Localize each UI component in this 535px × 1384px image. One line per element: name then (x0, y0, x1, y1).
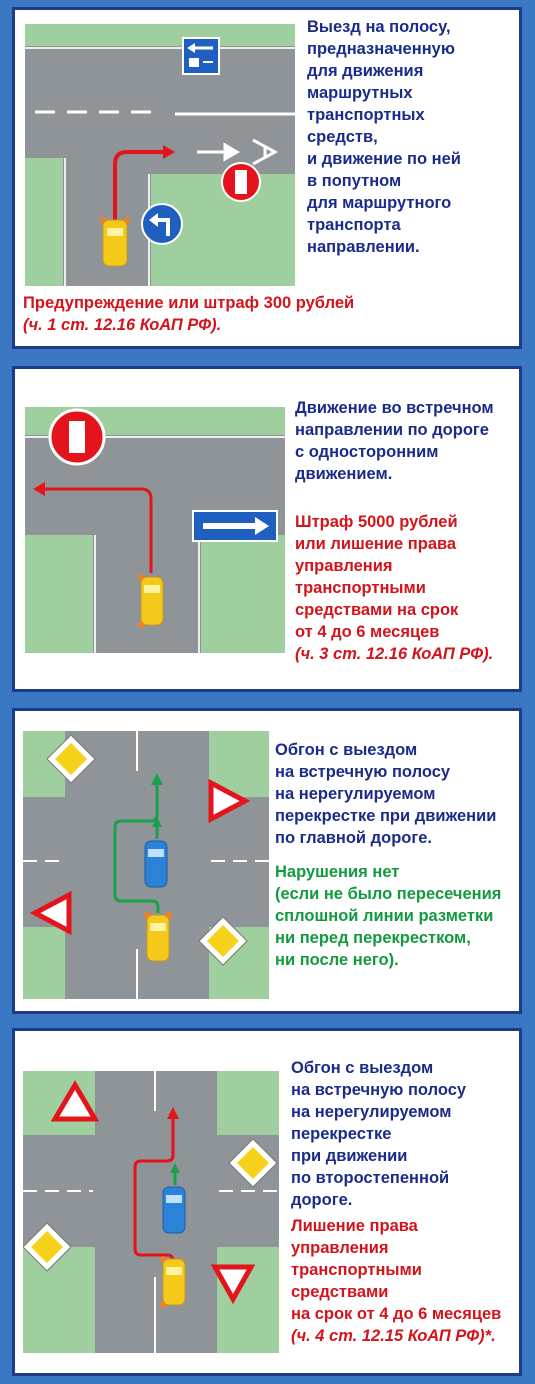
car-yellow (144, 912, 172, 961)
law-reference: (ч. 1 ст. 12.16 КоАП РФ). (23, 316, 222, 334)
no-entry-sign (222, 163, 260, 201)
grass (217, 1247, 279, 1353)
card-secondary-road (12, 1028, 522, 1376)
one-way-road-sign (193, 511, 277, 541)
grass (25, 158, 63, 286)
turn-left-sign (142, 204, 182, 244)
illustration (23, 731, 269, 999)
grass (23, 1247, 95, 1353)
law-reference: (ч. 3 ст. 12.16 КоАП РФ). (295, 645, 494, 663)
description: Выезд на полосу, предназначенную для движения маршрутных транспортных средств, и движение по ней в попутном для маршрутного транспорта направлении. (307, 18, 461, 256)
penalty: Лишение права управления транспортными средствами на срок от 4 до 6 месяцев (ч. 4 ст. 12.15 КоАП РФ)*. (291, 1217, 502, 1345)
verdict: Нарушения нет (если не было пересечения сплошной линии разметки ни перед перекрестком, ни после него). (275, 863, 502, 969)
bus-lane-sign (183, 38, 219, 74)
scene-bus-lane (25, 24, 295, 286)
grass (23, 927, 65, 999)
card-bus-lane (12, 7, 522, 349)
scene-main-road (23, 731, 269, 999)
card-main-road (12, 708, 522, 1014)
penalty: Штраф 5000 рублей или лишение права управления транспортными средствами на срок от 4 до 6 месяцев (ч. 3 ст. 12.16 КоАП РФ). (295, 513, 494, 663)
no-entry-sign (50, 410, 104, 464)
grass (217, 1071, 279, 1135)
car-yellow (100, 217, 130, 266)
description: Обгон с выездом на встречную полосу на нерегулируемом перекрестке при движении по главной дороге. (275, 741, 497, 847)
illustration (23, 1071, 279, 1353)
law-reference: (ч. 4 ст. 12.15 КоАП РФ)*. (291, 1327, 496, 1345)
scene-one-way (25, 407, 285, 653)
scene-secondary-road (23, 1071, 279, 1353)
penalty: Предупреждение или штраф 300 рублей (ч. 1 ст. 12.16 КоАП РФ). (23, 294, 355, 334)
illustration (25, 24, 295, 286)
car-yellow (160, 1256, 185, 1308)
card-one-way (12, 366, 522, 692)
car-blue (145, 841, 167, 887)
grass (25, 24, 295, 46)
description: Движение во встречном направлении по дороге с односторонним движением. (295, 399, 494, 483)
grass (25, 535, 93, 653)
illustration (25, 407, 285, 653)
description: Обгон с выездом на встречную полосу на нерегулируемом перекрестке при движении по второстепенной дороге. (291, 1059, 467, 1209)
car-blue (163, 1187, 185, 1233)
car-yellow (138, 574, 163, 628)
grass (201, 535, 285, 653)
